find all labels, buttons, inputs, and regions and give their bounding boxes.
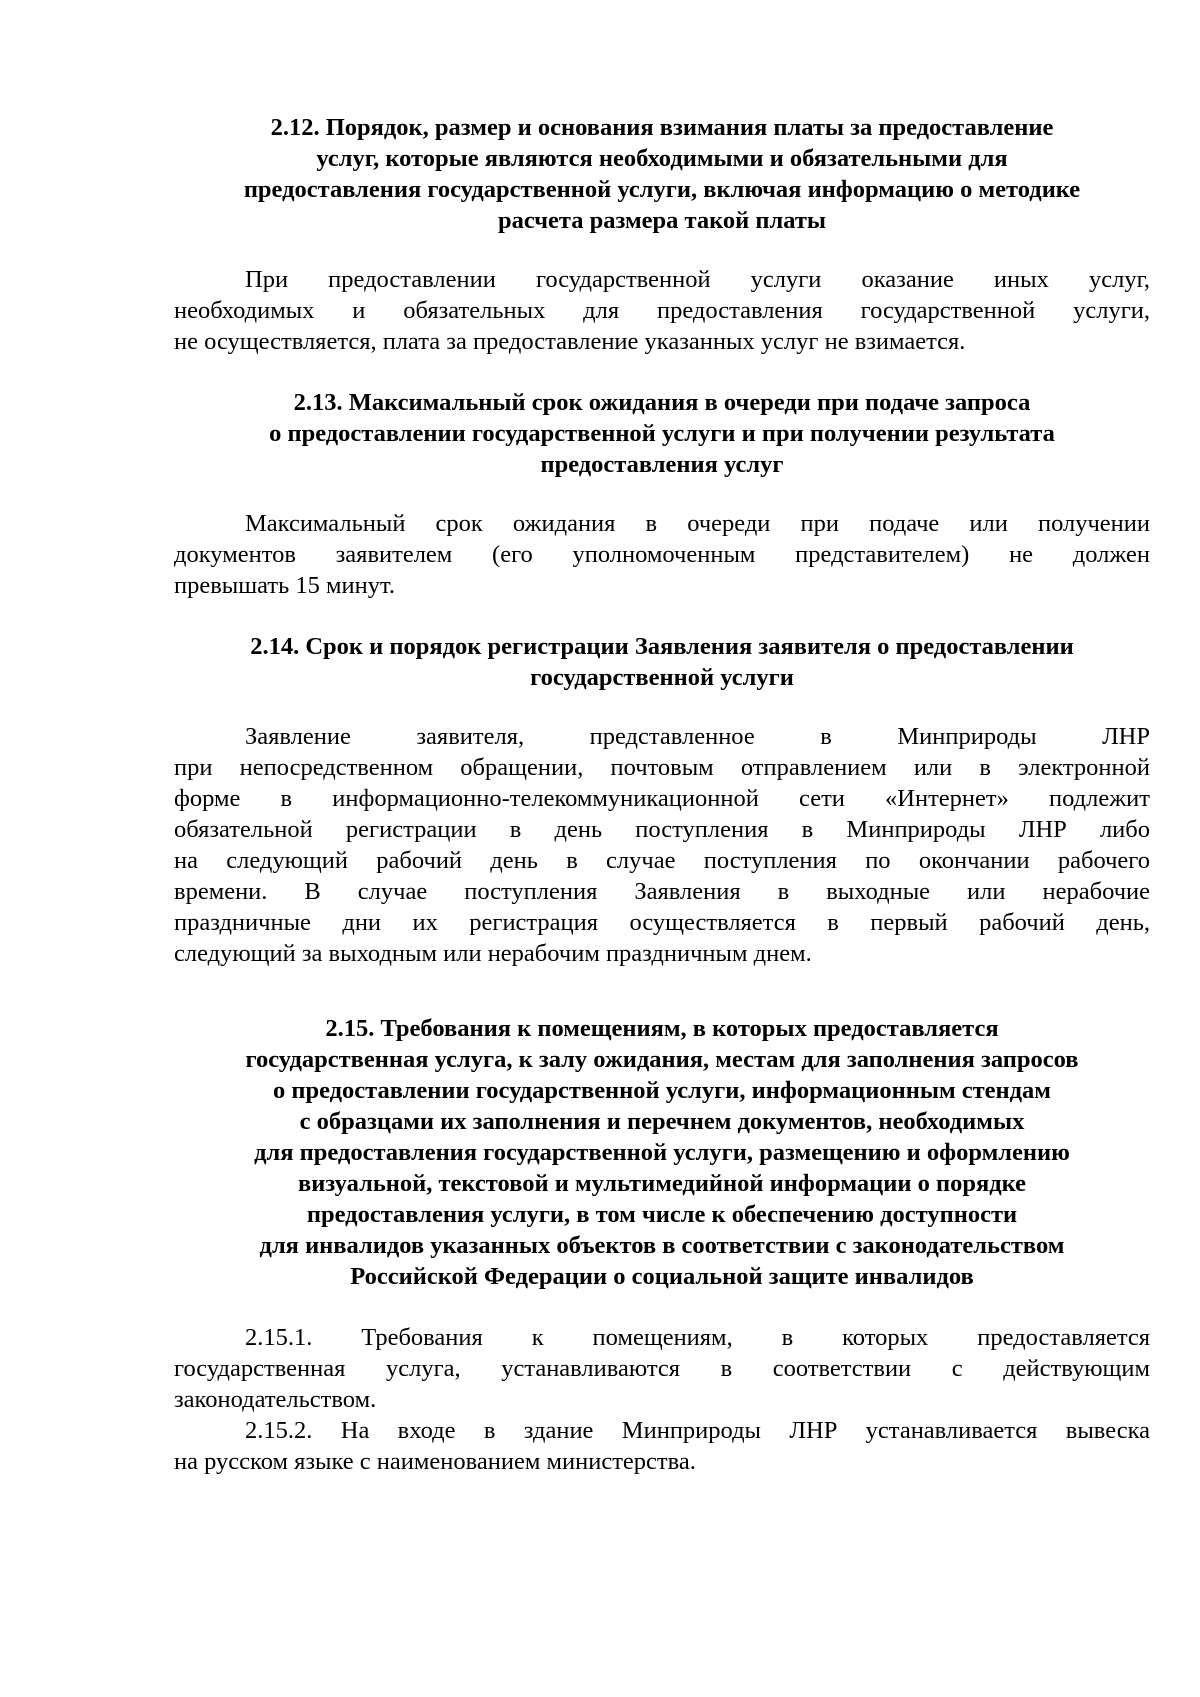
paragraph-line: праздничные дни их регистрация осуществляется в первый рабочий день, <box>174 909 1150 936</box>
heading-line: для предоставления государственной услуги, размещению и оформлению <box>254 1139 1070 1166</box>
paragraph-line: Максимальный срок ожидания в очереди при подаче или получении <box>245 510 1150 537</box>
heading-line: 2.14. Срок и порядок регистрации Заявления заявителя о предоставлении <box>250 633 1074 660</box>
section-heading-2-14 <box>174 631 1150 693</box>
heading-line: предоставления государственной услуги, включая информацию о методике <box>243 176 1081 203</box>
heading-line: 2.12. Порядок, размер и основания взимания платы за предоставление <box>270 114 1054 141</box>
paragraph-line: следующий за выходным или нерабочим праздничным днем. <box>174 940 812 967</box>
paragraph-2-15-2 <box>174 1415 1150 1477</box>
paragraph-line: при непосредственном обращении, почтовым отправлением или в электронной <box>174 754 1150 781</box>
paragraph-line: 2.15.2. На входе в здание Минприроды ЛНР устанавливается вывеска <box>245 1417 1150 1444</box>
paragraph-2-12 <box>174 264 1150 357</box>
paragraph-line: документов заявителем (его уполномоченным представителем) не должен <box>174 541 1150 568</box>
section-heading-2-12 <box>174 112 1150 236</box>
section-heading-2-15 <box>174 1013 1150 1292</box>
paragraph-line: обязательной регистрации в день поступления в Минприроды ЛНР либо <box>174 816 1150 843</box>
heading-line: предоставления услуги, в том числе к обеспечению доступности <box>306 1201 1018 1228</box>
section-heading-2-13 <box>174 387 1150 480</box>
paragraph-line: времени. В случае поступления Заявления в выходные или нерабочие <box>174 878 1150 905</box>
heading-line: предоставления услуг <box>540 451 784 478</box>
paragraph-line: государственная услуга, устанавливаются в соответствии с действующим <box>174 1355 1150 1382</box>
heading-line: услуг, которые являются необходимыми и обязательными для <box>316 145 1008 172</box>
paragraph-2-13 <box>174 508 1150 601</box>
paragraph-line: форме в информационно-телекоммуникационной сети «Интернет» подлежит <box>174 785 1150 812</box>
paragraph-2-15-1 <box>174 1322 1150 1415</box>
paragraph-line: не осуществляется, плата за предоставление указанных услуг не взимается. <box>174 328 966 355</box>
heading-line: государственная услуга, к залу ожидания, местам для заполнения запросов <box>245 1046 1079 1073</box>
heading-line: 2.13. Максимальный срок ожидания в очереди при подаче запроса <box>293 389 1031 416</box>
paragraph-line: на русском языке с наименованием министерства. <box>174 1448 696 1475</box>
heading-line: визуальной, текстовой и мультимедийной информации о порядке <box>298 1170 1026 1197</box>
paragraph-line: на следующий рабочий день в случае поступления по окончании рабочего <box>174 847 1150 874</box>
heading-line: с образцами их заполнения и перечнем документов, необходимых <box>299 1108 1025 1135</box>
paragraph-line: законодательством. <box>174 1386 377 1413</box>
paragraph-line: При предоставлении государственной услуги оказание иных услуг, <box>245 266 1150 293</box>
heading-line: о предоставлении государственной услуги и при получении результата <box>269 420 1055 447</box>
heading-line: для инвалидов указанных объектов в соответствии с законодательством <box>259 1232 1065 1259</box>
paragraph-line: 2.15.1. Требования к помещениям, в которых предоставляется <box>245 1324 1150 1351</box>
heading-line: государственной услуги <box>530 664 794 691</box>
heading-line: 2.15. Требования к помещениям, в которых предоставляется <box>325 1015 999 1042</box>
paragraph-line: превышать 15 минут. <box>174 572 395 599</box>
paragraph-line: Заявление заявителя, представленное в Минприроды ЛНР <box>245 723 1150 750</box>
heading-line: о предоставлении государственной услуги, информационным стендам <box>272 1077 1051 1104</box>
paragraph-2-14 <box>174 721 1150 969</box>
heading-line: Российской Федерации о социальной защите инвалидов <box>350 1263 974 1290</box>
heading-line: расчета размера такой платы <box>497 207 827 234</box>
paragraph-line: необходимых и обязательных для предоставления государственной услуги, <box>174 297 1150 324</box>
